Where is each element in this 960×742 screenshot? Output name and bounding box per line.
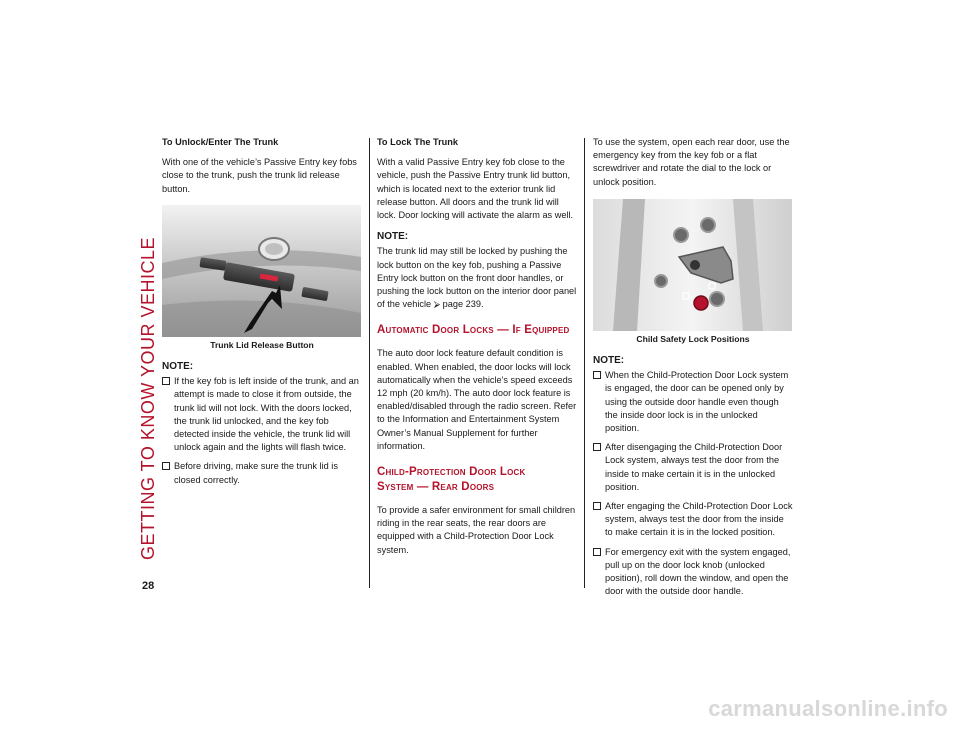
figure-trunk-lid-release: [162, 205, 361, 337]
paragraph-automatic-door-locks: The auto door lock feature default condition is enabled. When enabled, the door locks will lock automatically when the vehicle's speed exceeds 12 mph (20 km/h). The auto door lock feature is enabled/disabled through the radio screen. Refer to the Information and Entertainment System Owner’s Manual Supplement for further information.: [377, 348, 577, 451]
note-label: NOTE:: [377, 231, 409, 243]
note-list: [593, 369, 793, 598]
paragraph-unlock-trunk: With one of the vehicle’s Passive Entry key fobs close to the trunk, push the trunk lid release button.: [162, 157, 357, 194]
figure-caption: Child Safety Lock Positions: [636, 333, 750, 344]
note-label: NOTE:: [162, 361, 194, 373]
subheading-unlock-trunk: To Unlock/Enter The Trunk: [162, 137, 279, 147]
column-divider: [369, 138, 370, 588]
chapter-side-title: GETTING TO KNOW YOUR VEHICLE: [138, 236, 158, 560]
list-item: When the Child-Protection Door Lock system is engaged, the door can be opened only by using the outside door handle even though the inside door lock is in the unlocked position.: [593, 369, 793, 435]
page-number: 28: [142, 580, 155, 592]
paragraph-use-system: To use the system, open each rear door, use the emergency key from the key fob or a flat screwdriver and rotate the dial to the lock or unlock position.: [593, 137, 790, 187]
column-divider: [584, 138, 585, 588]
section-title-line: System — Rear Doors: [377, 481, 495, 494]
figure-child-safety-lock: [593, 199, 792, 331]
note-paragraph: [377, 245, 577, 311]
child-lock-photo: [593, 199, 792, 331]
site-watermark: carmanualsonline.info: [708, 696, 948, 721]
note-label: NOTE:: [593, 355, 625, 367]
list-item: Before driving, make sure the trunk lid is closed correctly.: [162, 460, 362, 486]
list-item: For emergency exit with the system engaged, pull up on the door lock knob (unlocked position), roll down the window, and open the door with the outside door handle.: [593, 546, 793, 599]
page-reference-link[interactable]: page 239.: [442, 299, 484, 310]
page-reference-arrow-icon: ⮚: [433, 299, 441, 310]
trunk-lid-photo: [162, 205, 361, 337]
list-item: After disengaging the Child-Protection Door Lock system, always test the door from the inside to make certain it is in the unlocked position.: [593, 441, 793, 494]
column-2: [377, 136, 577, 564]
note-list: [162, 375, 362, 487]
column-3: [593, 136, 793, 604]
figure-caption: Trunk Lid Release Button: [210, 339, 314, 350]
paragraph-lock-trunk: With a valid Passive Entry key fob close to the vehicle, push the Passive Entry trunk lid button, which is located next to the exterior trunk lid release button. All doors and the trunk lid will lock. Door locking will activate the alarm as well.: [377, 157, 574, 221]
column-1: [162, 136, 362, 493]
list-item: If the key fob is left inside of the trunk, and an attempt is made to close it from outside, the trunk lid will not lock. With the doors locked, the trunk lid unlocked, and the key fob detected inside the vehicle, the trunk lid will unlock again and the lights will flash twice.: [162, 375, 362, 454]
section-title-line: Child-Protection Door Lock: [377, 466, 526, 479]
paragraph-child-protection: To provide a safer environment for small children riding in the rear seats, the rear doors are equipped with a Child-Protection Door Lock system.: [377, 505, 576, 555]
section-title-child-protection: [377, 465, 577, 495]
subheading-lock-trunk: To Lock The Trunk: [377, 137, 458, 147]
section-title-automatic-door-locks: Automatic Door Locks — If Equipped: [377, 324, 570, 337]
note-text: The trunk lid may still be locked by pushing the lock button on the key fob, pushing a Passive Entry lock button on the front door handles, or pushing the lock button on the interior door panel of the vehicle: [377, 246, 577, 310]
list-item: After engaging the Child-Protection Door Lock system, always test the door from the inside to make certain it is in the locked position.: [593, 500, 793, 540]
